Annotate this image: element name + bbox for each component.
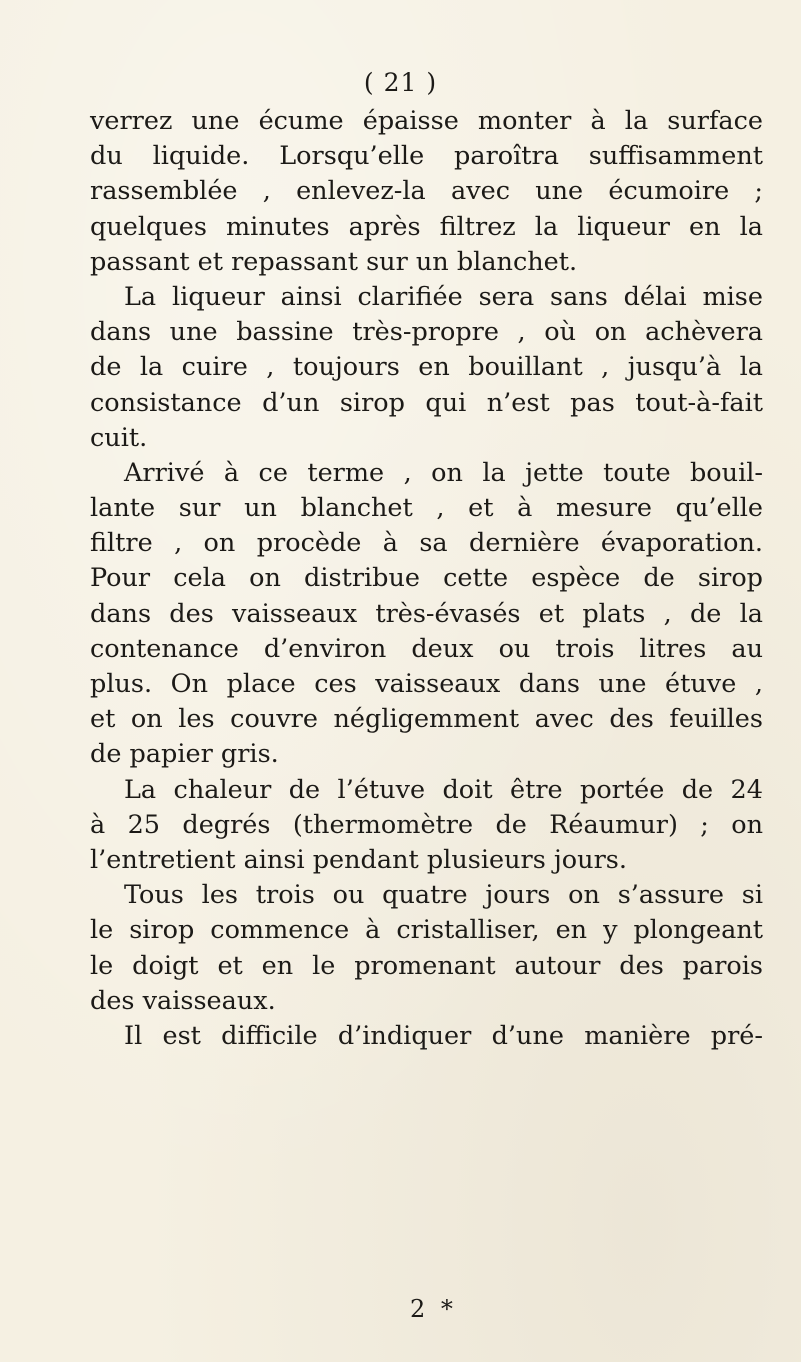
text-line: dans des vaisseaux très-évasés et plats , de la — [90, 598, 763, 629]
text-line: l’entretient ainsi pendant plusieurs jours. — [90, 844, 627, 875]
body-text — [90, 104, 763, 1054]
text-line: de la cuire , toujours en bouillant , jusqu’à la — [90, 352, 763, 383]
text-line: La chaleur de l’étuve doit être portée de 24 — [124, 774, 763, 805]
text-line: Tous les trois ou quatre jours on s’assure si — [124, 880, 763, 911]
text-line: filtre , on procède à sa dernière évaporation. — [90, 528, 763, 559]
text-line: quelques minutes après filtrez la liqueur en la — [90, 211, 763, 242]
text-line: et on les couvre négligemment avec des feuilles — [90, 704, 763, 735]
text-line: consistance d’un sirop qui n’est pas tout-à-fait — [90, 387, 763, 418]
text-line: des vaisseaux. — [90, 985, 276, 1016]
text-line: plus. On place ces vaisseaux dans une étuve , — [90, 669, 763, 699]
text-line: à 25 degrés (thermomètre de Réaumur) ; on — [90, 809, 763, 840]
text-line: dans une bassine très-propre , où on achèvera — [90, 317, 763, 348]
text-line: rassemblée , enlevez-la avec une écumoire ; — [90, 176, 763, 207]
text-line: contenance d’environ deux ou trois litres au — [90, 633, 763, 664]
text-line: le sirop commence à cristalliser, en y plongeant — [90, 915, 763, 946]
text-line: le doigt et en le promenant autour des parois — [90, 950, 763, 981]
text-line: verrez une écume épaisse monter à la surface — [90, 106, 763, 136]
text-line: passant et repassant sur un blanchet. — [90, 246, 578, 277]
text-line: Pour cela on distribue cette espèce de sirop — [90, 563, 763, 594]
text-line: de papier gris. — [90, 739, 279, 770]
text-line: Il est difficile d’indiquer d’une manière pré- — [124, 1020, 763, 1051]
text-line: du liquide. Lorsqu’elle paroîtra suffisamment — [90, 141, 763, 172]
signature-mark: 2 * — [410, 1295, 457, 1323]
page-number: ( 21 ) — [363, 68, 438, 97]
text-line: Arrivé à ce terme , on la jette toute bouil- — [124, 457, 763, 488]
text-line: lante sur un blanchet , et à mesure qu’elle — [90, 493, 763, 524]
text-line: cuit. — [90, 422, 148, 453]
text-line: La liqueur ainsi clarifiée sera sans délai mise — [124, 281, 763, 312]
